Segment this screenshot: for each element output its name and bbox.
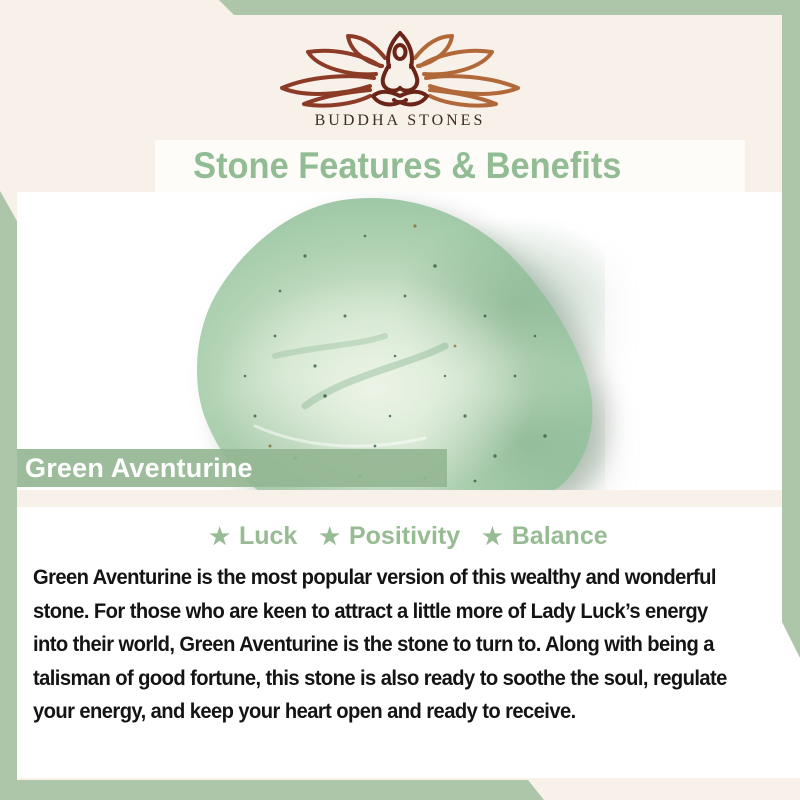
green-aventurine-stone-image (185, 196, 605, 490)
description-line: into their world, Green Aventurine is the stone to turn to. Along with being a (33, 633, 714, 656)
benefits-row (17, 519, 800, 553)
page-title: Stone Features & Benefits (193, 145, 622, 186)
benefit-label: Positivity (348, 521, 461, 550)
stone-name-band (17, 449, 447, 487)
benefit-balance (482, 522, 608, 551)
benefit-luck (209, 522, 297, 551)
brand-name: BUDDHA STONES (314, 112, 486, 129)
stone-description (17, 561, 800, 729)
description-line: stone. For those who are keen to attract a little more of Lady Luck’s energy (33, 599, 708, 623)
benefit-label: Luck (238, 521, 298, 550)
stone-photo-area (17, 192, 782, 490)
star-icon: ★ (482, 522, 503, 549)
lotus-logo-icon (270, 30, 530, 110)
heading-band (155, 140, 745, 192)
description-line: Green Aventurine is the most popular version of this wealthy and wonderful (33, 566, 716, 589)
benefits-text-area (17, 507, 800, 778)
benefit-positivity (319, 522, 460, 551)
stone-name-label: Green Aventurine (25, 452, 253, 483)
star-icon: ★ (209, 522, 230, 549)
benefit-label: Balance (511, 521, 608, 550)
description-line: talisman of good fortune, this stone is also ready to soothe the soul, regulate (33, 666, 727, 690)
star-icon: ★ (319, 522, 340, 549)
description-line: your energy, and keep your heart open and ready to receive. (33, 700, 576, 723)
